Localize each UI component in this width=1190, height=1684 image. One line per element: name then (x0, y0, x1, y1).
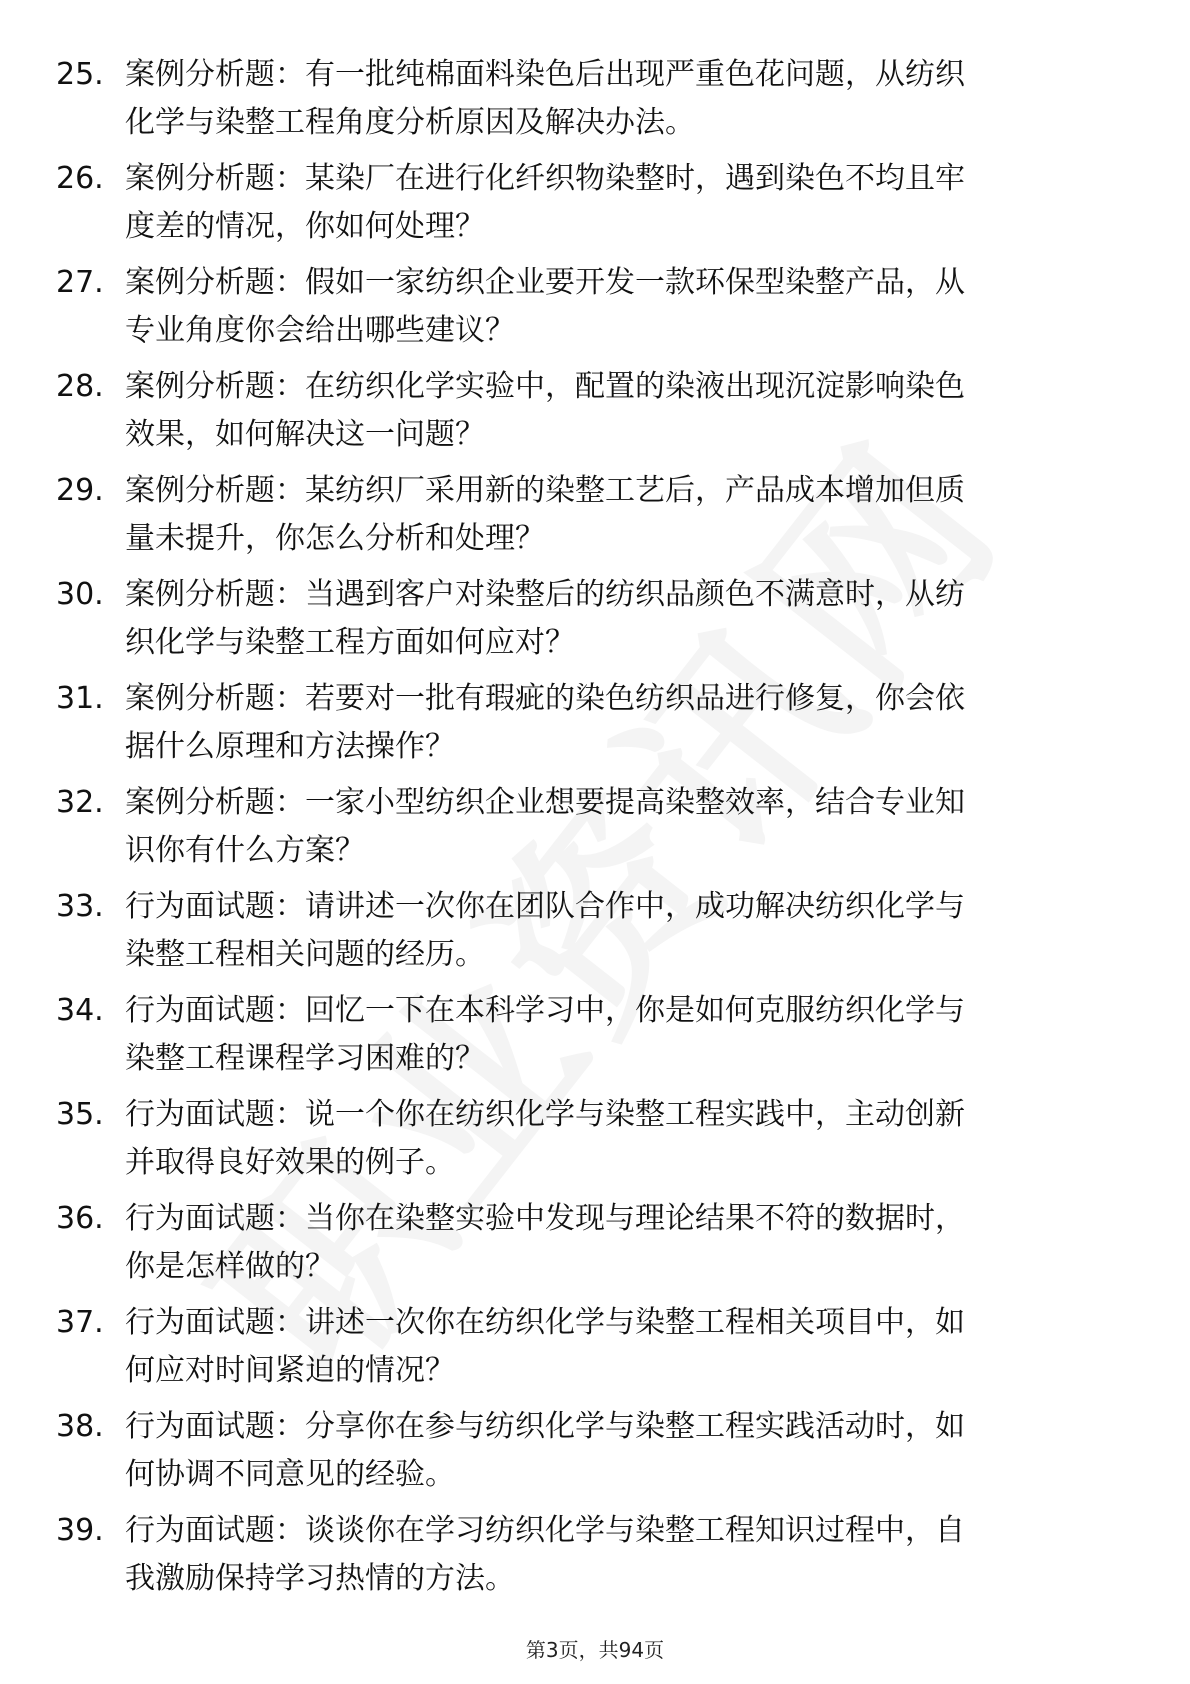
question-item (0, 1507, 1190, 1611)
question-text: 行为面试题：请讲述一次你在团队合作中，成功解决纺织化学与 染整工程相关问题的经历。 (125, 889, 965, 972)
question-text: 案例分析题：一家小型纺织企业想要提高染整效率，结合专业知 识你有什么方案？ (125, 785, 965, 868)
question-item (0, 571, 1190, 675)
question-number: 25. (56, 57, 104, 92)
question-list (0, 51, 1190, 1611)
question-item (0, 779, 1190, 883)
question-number: 35. (56, 1097, 104, 1132)
page-footer (0, 1636, 1190, 1664)
question-item (0, 675, 1190, 779)
question-item (0, 1195, 1190, 1299)
question-number: 36. (56, 1201, 104, 1236)
question-text: 案例分析题：在纺织化学实验中，配置的染液出现沉淀影响染色 效果，如何解决这一问题？ (125, 369, 965, 452)
question-number: 27. (56, 265, 104, 300)
question-item (0, 51, 1190, 155)
question-item (0, 987, 1190, 1091)
question-text: 行为面试题：回忆一下在本科学习中，你是如何克服纺织化学与 染整工程课程学习困难的？ (125, 993, 965, 1076)
question-text: 行为面试题：说一个你在纺织化学与染整工程实践中，主动创新 并取得良好效果的例子。 (125, 1097, 965, 1180)
question-text: 案例分析题：有一批纯棉面料染色后出现严重色花问题，从纺织 化学与染整工程角度分析原因及解决办法。 (125, 57, 965, 140)
question-item (0, 1299, 1190, 1403)
question-text: 案例分析题：假如一家纺织企业要开发一款环保型染整产品，从 专业角度你会给出哪些建议？ (125, 265, 965, 348)
question-text: 案例分析题：若要对一批有瑕疵的染色纺织品进行修复，你会依 据什么原理和方法操作？ (125, 681, 965, 764)
question-item (0, 1091, 1190, 1195)
question-text: 案例分析题：某染厂在进行化纤织物染整时，遇到染色不均且牢 度差的情况，你如何处理？ (125, 161, 965, 244)
question-number: 31. (56, 681, 104, 716)
question-text: 行为面试题：当你在染整实验中发现与理论结果不符的数据时， 你是怎样做的？ (125, 1201, 965, 1284)
question-item (0, 155, 1190, 259)
question-text: 行为面试题：讲述一次你在纺织化学与染整工程相关项目中，如 何应对时间紧迫的情况？ (125, 1305, 965, 1388)
question-item (0, 1403, 1190, 1507)
page-number: 第3页，共94页 (525, 1638, 665, 1662)
question-item (0, 259, 1190, 363)
question-number: 38. (56, 1409, 104, 1444)
question-text: 行为面试题：谈谈你在学习纺织化学与染整工程知识过程中，自 我激励保持学习热情的方法。 (125, 1513, 965, 1596)
question-number: 37. (56, 1305, 104, 1340)
question-number: 33. (56, 889, 104, 924)
question-text: 案例分析题：当遇到客户对染整后的纺织品颜色不满意时，从纺 织化学与染整工程方面如何应对？ (125, 577, 965, 660)
question-number: 34. (56, 993, 104, 1028)
question-number: 30. (56, 577, 104, 612)
question-text: 行为面试题：分享你在参与纺织化学与染整工程实践活动时，如 何协调不同意见的经验。 (125, 1409, 965, 1492)
question-text: 案例分析题：某纺织厂采用新的染整工艺后，产品成本增加但质 量未提升，你怎么分析和处理？ (125, 473, 965, 556)
question-number: 29. (56, 473, 104, 508)
question-number: 32. (56, 785, 104, 820)
question-number: 39. (56, 1513, 104, 1548)
question-item (0, 467, 1190, 571)
question-number: 26. (56, 161, 104, 196)
question-item (0, 363, 1190, 467)
question-number: 28. (56, 369, 104, 404)
question-item (0, 883, 1190, 987)
